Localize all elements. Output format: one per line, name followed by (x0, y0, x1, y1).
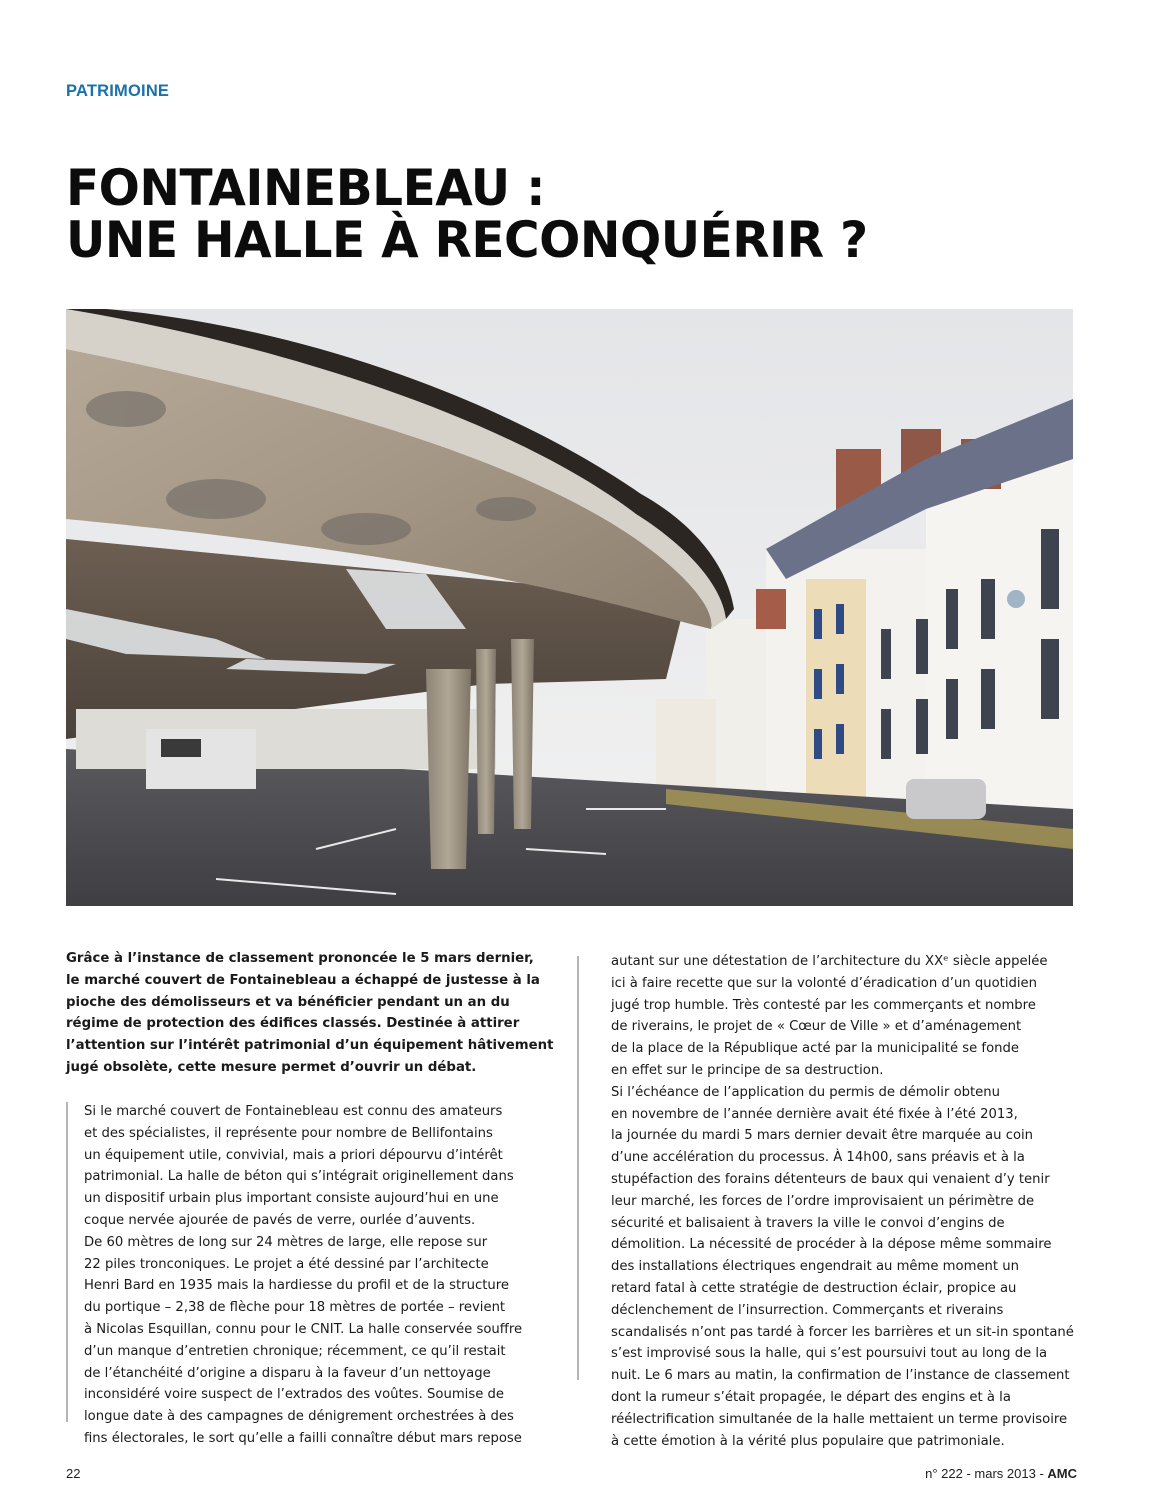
body-line: jugé trop humble. Très contesté par les commerçants et nombre (611, 997, 1036, 1013)
body-line: de riverains, le projet de « Cœur de Ville » et d’aménagement (611, 1019, 1022, 1035)
parked-car (906, 779, 986, 819)
page-number: 22 (66, 1466, 81, 1481)
body-column-left (84, 1101, 522, 1450)
column-rule-right (577, 956, 579, 1380)
body-line: coque nervée ajourée de pavés de verre, ourlée d’auvents. (84, 1212, 476, 1228)
column-rule-left (66, 1102, 68, 1422)
body-line: des installations électriques engendrait au même moment un (611, 1259, 1019, 1275)
body-line: et des spécialistes, il représente pour nombre de Bellifontains (84, 1125, 493, 1141)
lede-line: l’attention sur l’intérêt patrimonial d’un équipement hâtivement (66, 1038, 554, 1054)
body-line: scandalisés n’ont pas tardé à forcer les barrières et un sit-in spontané (611, 1324, 1074, 1340)
white-van (146, 729, 256, 789)
article-lede (66, 948, 556, 1079)
body-line: fins électorales, le sort qu’elle a failli connaître début mars repose (84, 1430, 522, 1446)
article-photo (66, 309, 1073, 906)
lede-line: le marché couvert de Fontainebleau a échappé de justesse à la (66, 972, 540, 988)
body-line: longue date à des campagnes de dénigrement orchestrées à des (84, 1409, 514, 1425)
body-line: de l’étanchéité d’origine a disparu à la faveur d’un nettoyage (84, 1365, 491, 1381)
body-line: à Nicolas Esquillan, connu pour le CNIT. La halle conservée souffre (84, 1321, 523, 1337)
lede-line: Grâce à l’instance de classement prononcée le 5 mars dernier, (66, 951, 534, 966)
body-line: stupéfaction des forains détenteurs de baux qui venaient d’y tenir (611, 1171, 1050, 1187)
body-line: ici à faire recette que sur la volonté d’éradication d’un quotidien (611, 975, 1037, 991)
body-line: patrimonial. La halle de béton qui s’intégrait originellement dans (84, 1169, 514, 1185)
body-line: à cette émotion à la vérité plus populaire que patrimoniale. (611, 1433, 1005, 1449)
lede-line: jugé obsolète, cette mesure permet d’ouvrir un débat. (66, 1059, 477, 1075)
article-headline (66, 159, 868, 269)
lede-line: régime de protection des édifices classés. Destinée à attirer (66, 1016, 520, 1032)
body-line: leur marché, les forces de l’ordre improvisaient un périmètre de (611, 1193, 1035, 1209)
lede-line: pioche des démolisseurs et va bénéficier pendant un an du (66, 994, 510, 1010)
section-rubric: PATRIMOINE (66, 82, 170, 100)
body-line: la journée du mardi 5 mars dernier devait être marquée au coin (611, 1128, 1034, 1144)
issue-text: n° 222 - mars 2013 - (925, 1466, 1048, 1481)
body-column-right (611, 951, 1074, 1452)
magazine-name: AMC (1047, 1466, 1077, 1481)
body-line: un équipement utile, convivial, mais a priori dépourvu d’intérêt (84, 1147, 503, 1163)
body-line: un dispositif urbain plus important consiste aujourd’hui en une (84, 1191, 499, 1207)
body-line: nuit. Le 6 mars au matin, la confirmation de l’instance de classement (611, 1368, 1070, 1384)
market-hall-illustration (66, 309, 1073, 906)
headline-line-1: FONTAINEBLEAU : (66, 159, 546, 217)
body-line: Henri Bard en 1935 mais la hardiesse du profil et de la structure (84, 1278, 509, 1294)
body-line: d’un manque d’entretien chronique; récemment, ce qu’il restait (84, 1343, 506, 1359)
body-line: retard fatal à cette stratégie de destruction éclair, propice au (611, 1280, 1017, 1296)
body-line: démolition. La nécessité de procéder à la dépose même sommaire (611, 1237, 1052, 1253)
body-line: réélectrification simultanée de la halle mettaient un terme provisoire (611, 1411, 1068, 1427)
body-line: en novembre de l’année dernière avait été fixée à l’été 2013, (611, 1106, 1018, 1122)
body-line: Si le marché couvert de Fontainebleau est connu des amateurs (84, 1104, 503, 1119)
body-line: déclenchement de l’insurrection. Commerçants et riverains (611, 1302, 1004, 1318)
issue-info (925, 1466, 1077, 1481)
body-line: autant sur une détestation de l’architecture du XXᵉ siècle appelée (611, 954, 1048, 969)
body-line: d’une accélération du processus. À 14h00, sans préavis et à la (611, 1150, 1025, 1166)
body-line: du portique – 2,38 de flèche pour 18 mètres de portée – revient (84, 1300, 506, 1316)
body-line: en effet sur le principe de sa destruction. (611, 1062, 884, 1078)
headline-line-2: UNE HALLE À RECONQUÉRIR ? (66, 211, 868, 269)
body-line: 22 piles tronconiques. Le projet a été dessiné par l’architecte (84, 1256, 489, 1272)
body-line: dont la rumeur s’était propagée, le départ des engins et à la (611, 1389, 1011, 1405)
body-line: De 60 mètres de long sur 24 mètres de large, elle repose sur (84, 1234, 488, 1250)
body-line: inconsidéré voire suspect de l’extrados des voûtes. Soumise de (84, 1387, 505, 1403)
body-line: de la place de la République acté par la municipalité se fonde (611, 1041, 1019, 1057)
body-line: s’est improvisé sous la halle, qui s’est poursuivi tout au long de la (611, 1346, 1048, 1362)
body-line: sécurité et balisaient à travers la ville le convoi d’engins de (611, 1215, 1005, 1231)
body-line: Si l’échéance de l’application du permis de démolir obtenu (611, 1084, 1001, 1100)
